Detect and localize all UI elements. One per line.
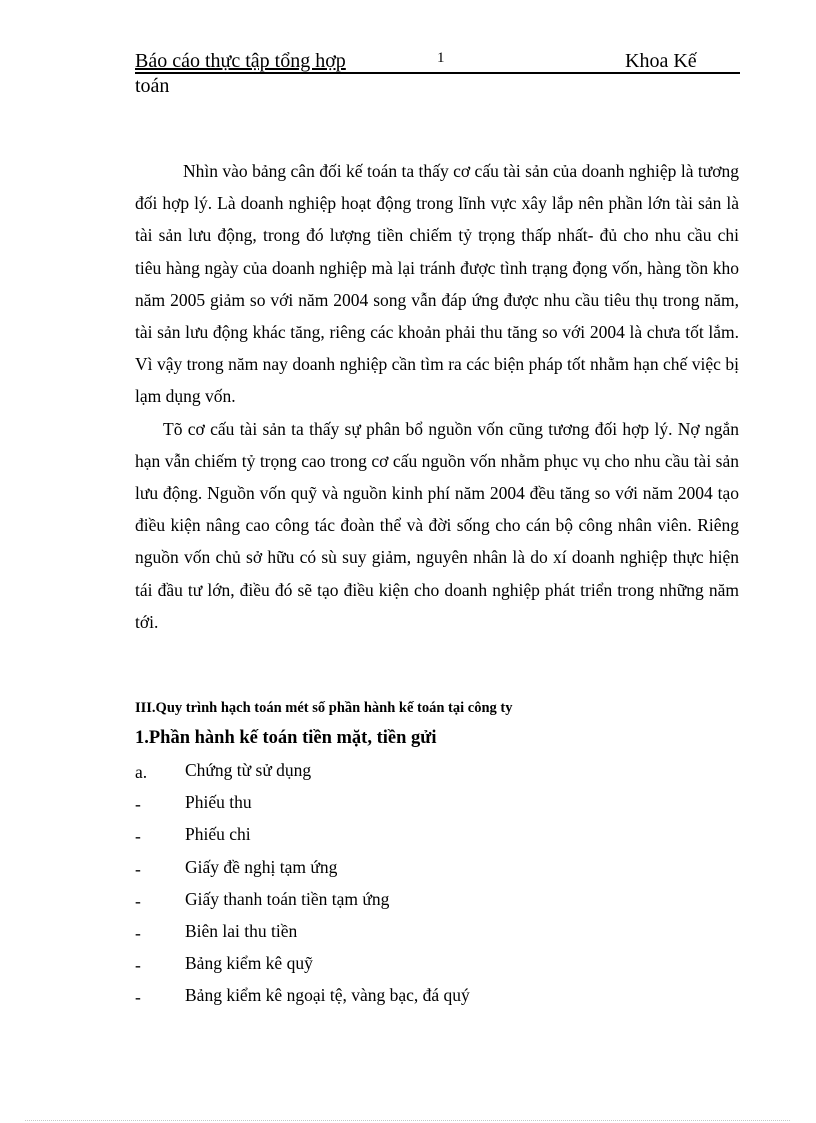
subsection-heading: 1.Phần hành kế toán tiền mặt, tiền gửi	[135, 728, 437, 748]
header-department: Khoa Kế	[625, 50, 697, 72]
list-marker: a.	[135, 762, 148, 782]
document-list	[135, 758, 739, 1016]
paragraph-balance-sheet-analysis: Nhìn vào bảng cân đối kế toán ta thấy cơ cấu tài sản của doanh nghiệp là tương đối hợp lý. Là doanh nghiệp hoạt động trong lĩnh vực xây lắp nên phần lớn tài sản là tài sản lưu động, trong đó lượng tiền chiếm tỷ trọng thấp nhất- đủ cho nhu cầu chi tiêu hàng ngày của doanh nghiệp mà lại tránh được tình trạng đọng vốn, hàng tồn kho năm 2005 giảm so với năm 2004 song vẫn đáp ứng được nhu cầu tiêu thụ trong năm, tài sản lưu động khác tăng, riêng các khoản phải thu tăng so với 2004 là chưa tốt lắm. Vì vậy trong năm nay doanh nghiệp cần tìm ra các biện pháp tốt nhằm hạn chế việc bị lạm dụng vốn.	[135, 161, 739, 407]
list-item	[135, 887, 739, 919]
list-item-text: Giấy đề nghị tạm ứng	[185, 856, 338, 877]
list-marker: -	[135, 826, 141, 847]
list-item-text: Phiếu chi	[185, 824, 251, 845]
document-body	[135, 155, 739, 638]
list-marker: -	[135, 794, 141, 815]
list-item	[135, 790, 739, 822]
page-number: 1	[437, 50, 445, 66]
list-item-text: Chứng từ sử dụng	[185, 760, 312, 780]
list-marker: -	[135, 890, 141, 911]
list-item-text: Phiếu thu	[185, 792, 252, 813]
header-department-continuation: toán	[135, 75, 170, 97]
list-item-text: Bảng kiểm kê quỹ	[185, 953, 313, 974]
list-item	[135, 919, 739, 951]
list-item-text: Biên lai thu tiền	[185, 920, 298, 941]
list-marker: -	[135, 922, 141, 943]
list-item	[135, 822, 739, 854]
section-heading: III.Quy trình hạch toán mét số phần hành kế toán tại công ty	[135, 700, 513, 716]
list-item-text: Bảng kiểm kê ngoại tệ, vàng bạc, đá quý	[185, 985, 470, 1006]
list-marker: -	[135, 987, 141, 1008]
list-item	[135, 951, 739, 983]
list-marker: -	[135, 858, 141, 879]
page-bottom-divider	[25, 1120, 790, 1121]
paragraph-capital-structure: Tõ cơ cấu tài sản ta thấy sự phân bổ nguồn vốn cũng tương đối hợp lý. Nợ ngắn hạn vẫn chiếm tỷ trọng cao trong cơ cấu nguồn vốn nhằm phục vụ cho nhu cầu tài sản lưu động. Nguồn vốn quỹ và nguồn kinh phí năm 2004 đều tăng so với năm 2004 tạo điều kiện nâng cao công tác đoàn thể và đời sống cho cán bộ công nhân viên. Riêng nguồn vốn chủ sở hữu có sù suy giảm, nguyên nhân là do xí doanh nghiệp thực hiện tái đầu tư lớn, điều đó sẽ tạo điều kiện cho doanh nghiệp phát triển trong những năm tới.	[135, 418, 739, 632]
list-item	[135, 758, 739, 790]
header-report-title: Báo cáo thực tập tổng hợp	[135, 50, 346, 72]
list-item	[135, 855, 739, 887]
list-item-text: Giấy thanh toán tiền tạm ứng	[185, 888, 390, 909]
list-marker: -	[135, 955, 141, 976]
list-item	[135, 983, 739, 1015]
page-header	[135, 50, 740, 74]
